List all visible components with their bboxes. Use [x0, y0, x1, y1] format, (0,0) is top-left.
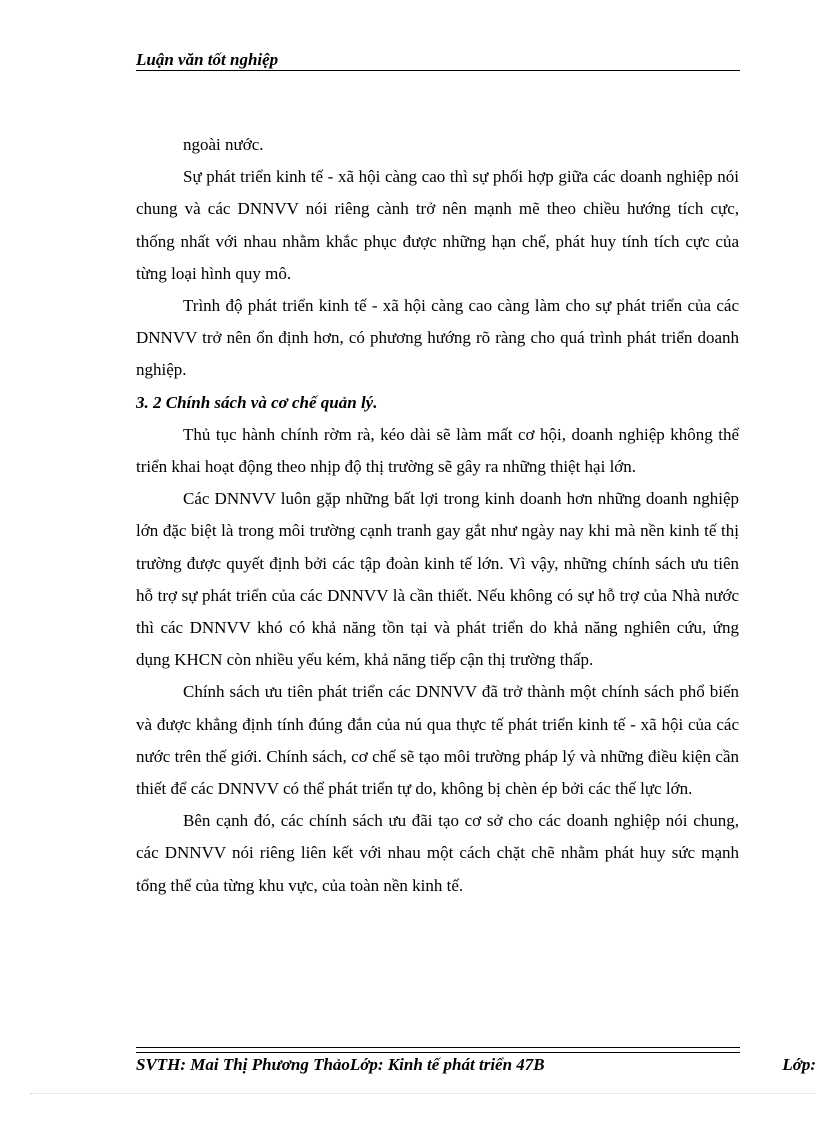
- paragraph: ngoài nước.: [183, 135, 264, 154]
- paragraph: Các DNNVV luôn gặp những bất lợi trong kinh doanh hơn những doanh nghiệp lớn đặc biệt là trong môi trường cạnh tranh gay gắt như ngày nay khi mà nền kinh tế thị trường được quyết định bởi các tập đoàn kinh tế lớn. Vì vậy, những chính sách ưu tiên hỗ trợ sự phát triển của các DNNVV là cần thiết. Nếu không có sự hỗ trợ của Nhà nước thì các DNNVV khó có khả năng tồn tại và phát triển do khả năng nghiên cứu, ứng dụng KHCN còn nhiều yếu kém, khả năng tiếp cận thị trường thấp.: [136, 489, 739, 670]
- page-header: [136, 48, 740, 72]
- footer-class-label: Lớp:: [782, 1055, 816, 1074]
- paragraph: Bên cạnh đó, các chính sách ưu đãi tạo cơ sở cho các doanh nghiệp nói chung, các DNNVV nói riêng liên kết với nhau một cách chặt chẽ nhằm phát huy sức mạnh tổng thể của từng khu vực, của toàn nền kinh tế.: [136, 811, 739, 895]
- page-bottom-edge: [30, 1093, 816, 1094]
- paragraph: Trình độ phát triển kinh tế - xã hội càng cao càng làm cho sự phát triển của các DNNVV trở nên ổn định hơn, có phương hướng rõ ràng cho quá trình phát triển doanh nghiệp.: [136, 296, 739, 380]
- header-rule: [136, 70, 740, 71]
- footer-student-info: SVTH: Mai Thị Phương ThảoLớp: Kinh tế phát triển 47B: [136, 1055, 545, 1074]
- document-body: [136, 129, 739, 902]
- header-title: Luận văn tốt nghiệp: [136, 50, 279, 69]
- footer-rule: [136, 1047, 740, 1053]
- paragraph: Chính sách ưu tiên phát triển các DNNVV đã trở thành một chính sách phổ biến và được khẳng định tính đúng đắn của nú qua thực tế phát triển kinh tế - xã hội của các nước trên thế giới. Chính sách, cơ chế sẽ tạo môi trường pháp lý và những điều kiện cần thiết để các DNNVV có thể phát triển tự do, không bị chèn ép bởi các thế lực lớn.: [136, 682, 739, 799]
- section-heading: 3. 2 Chính sách và cơ chế quản lý.: [136, 392, 378, 412]
- paragraph: Sự phát triển kinh tế - xã hội càng cao thì sự phối hợp giữa các doanh nghiệp nói chung và các DNNVV nói riêng cành trở nên mạnh mẽ theo chiều hướng tích cực, thống nhất với nhau nhằm khắc phục được những hạn chế, phát huy tính tích cực của từng loại hình quy mô.: [136, 167, 739, 283]
- paragraph: Thủ tục hành chính rờm rà, kéo dài sẽ làm mất cơ hội, doanh nghiệp không thể triển khai hoạt động theo nhịp độ thị trường sẽ gây ra những thiệt hại lớn.: [136, 424, 739, 477]
